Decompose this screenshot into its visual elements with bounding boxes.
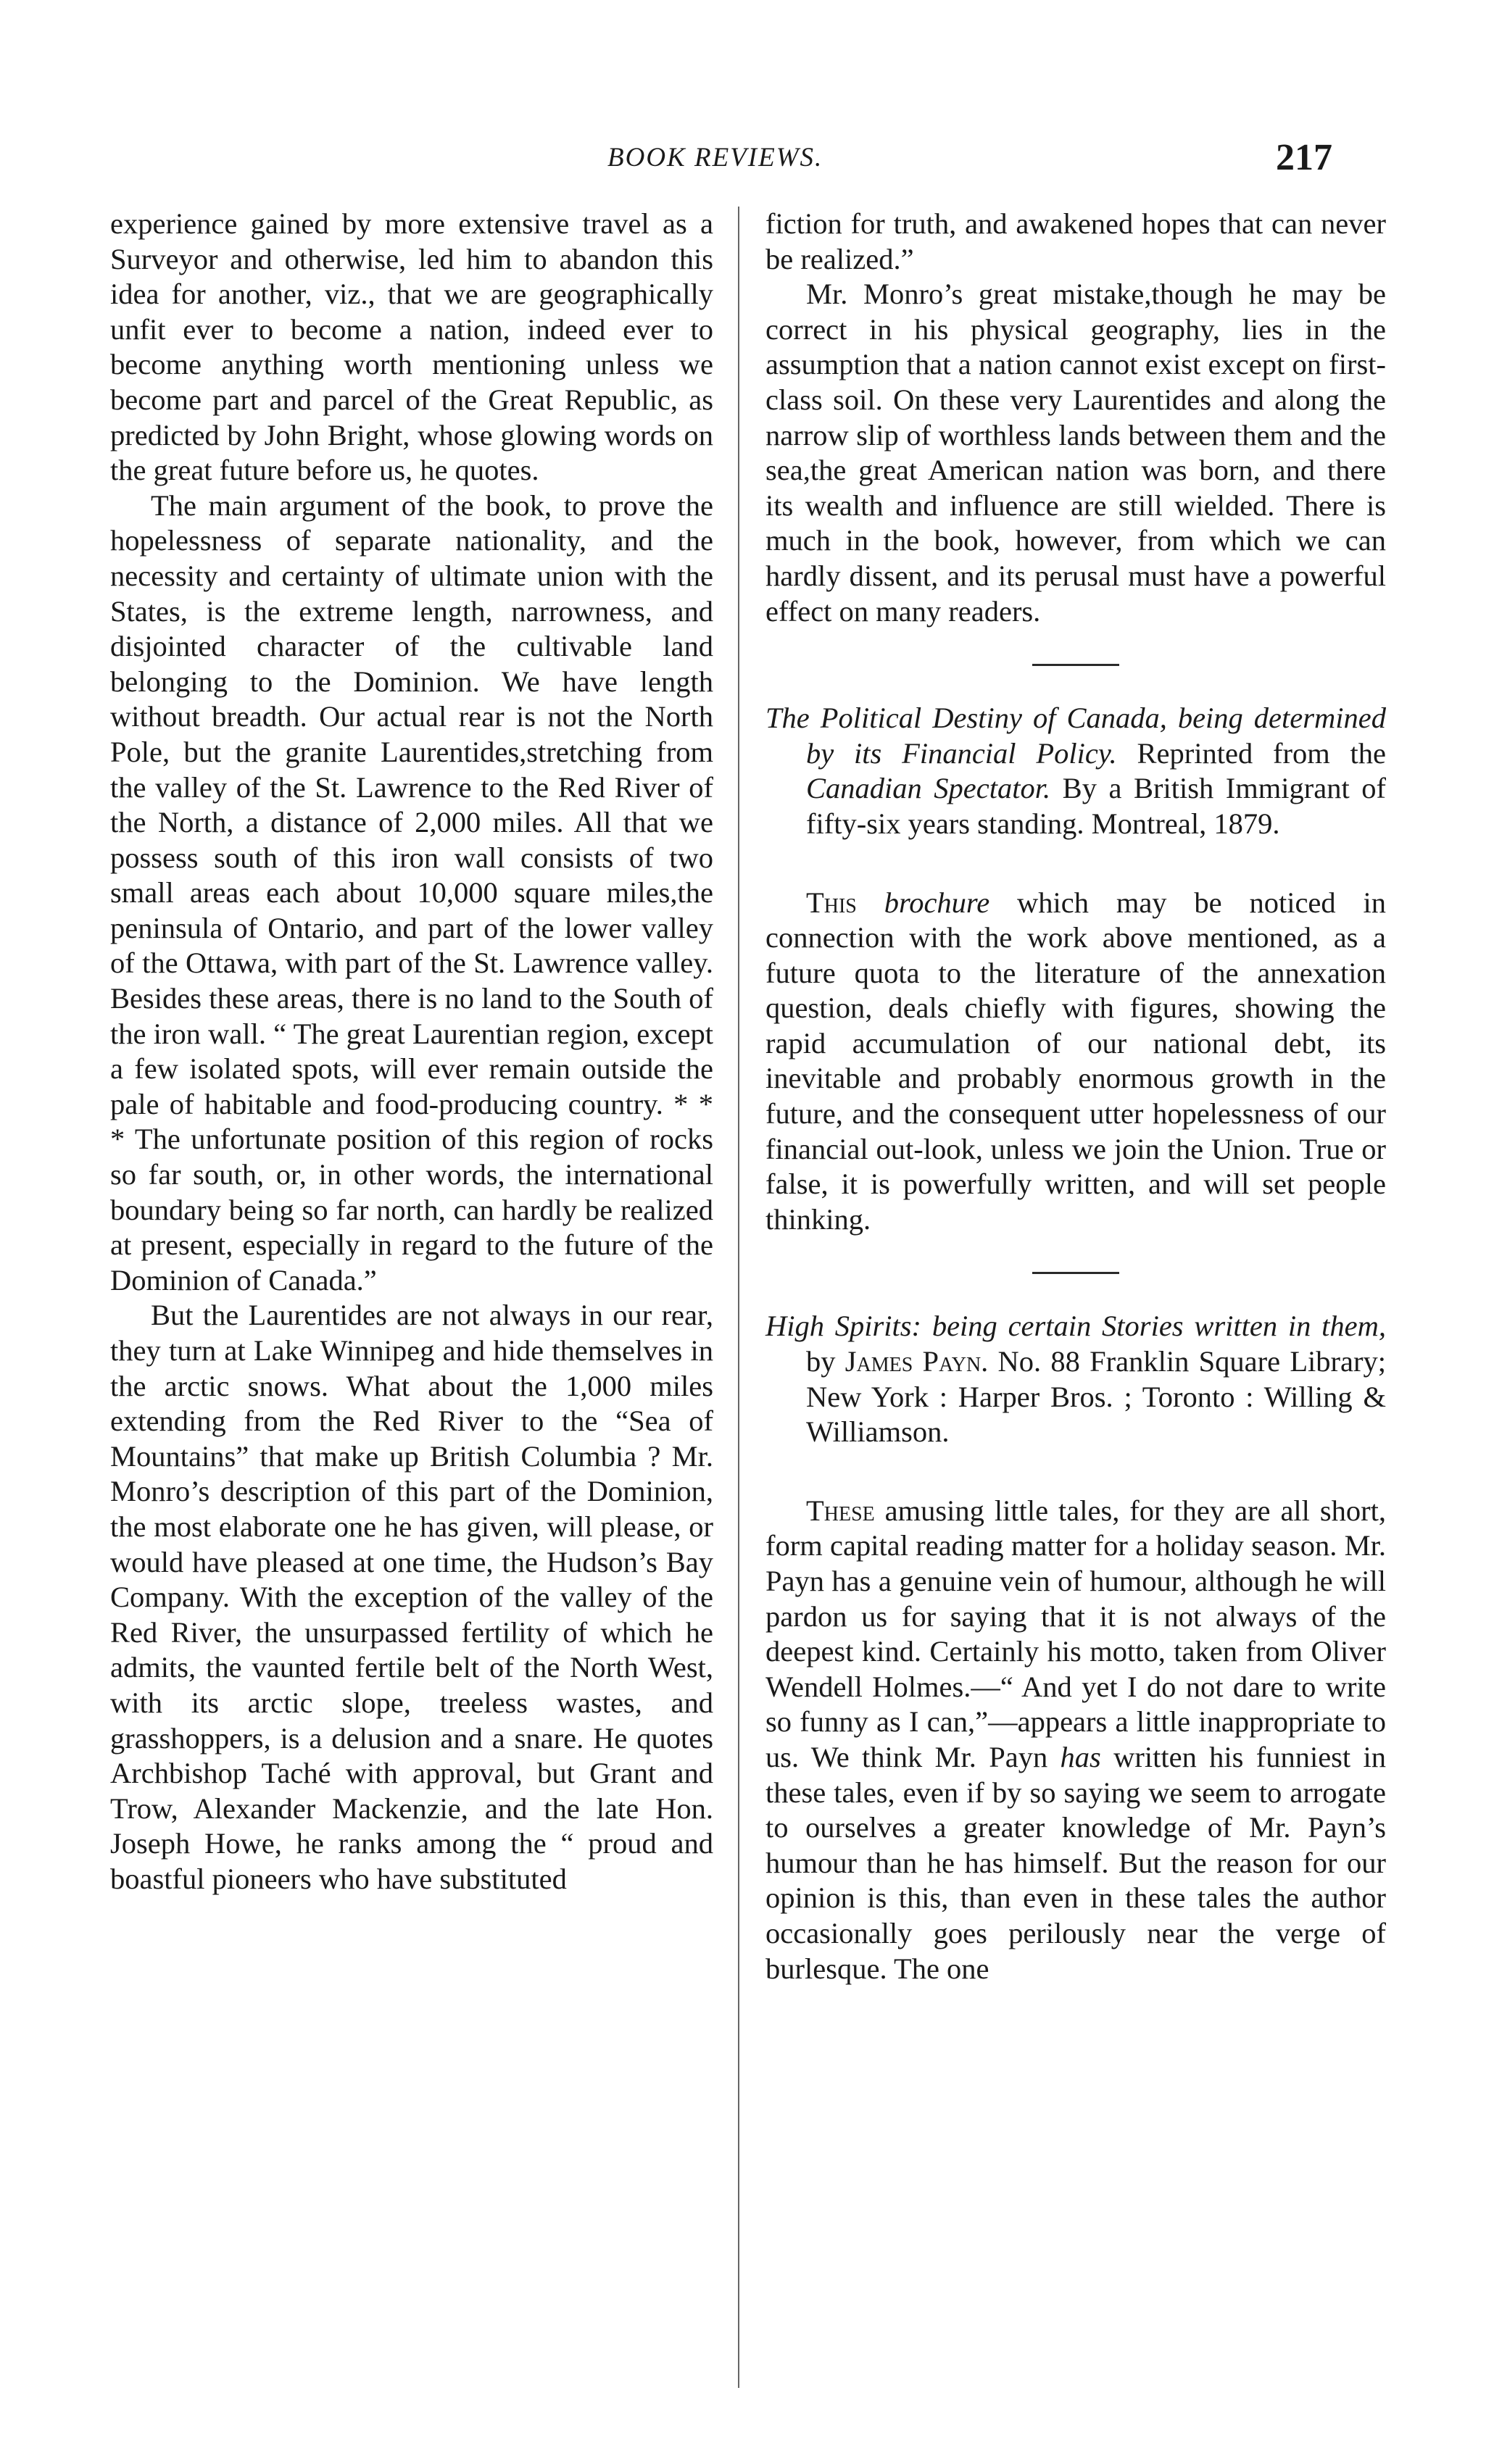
body-paragraph: But the Laurentides are not always in our rear, they turn at Lake Winnipeg and hide themselves in the arctic snows. What about the 1,000 miles extending from the Red River to the “Sea of Mountains” that make up British Columbia ? Mr. Monro’s description of this part of the Dominion, the most elaborate one he has given, will please, or would have pleased at one time, the Hudson’s Bay Company. With the exception of the valley of the Red River, the unsurpassed fertility of which he admits, the vaunted fertile belt of the North West, with its arctic slope, treeless wastes, and grasshoppers, is a delusion and a snare. He quotes Archbishop Taché with approval, but Grant and Trow, Alexander Mackenzie, and the late Hon. Joseph Howe, he ranks among the “ proud and boastful pioneers who have substituted — [110, 1299, 713, 1895]
citation-title: The Political Destiny of Canada, being determined by its Financial Policy. — [765, 702, 1386, 770]
citation-journal: Canadian Spectator. — [806, 772, 1051, 805]
page-number: 217 — [1276, 137, 1332, 178]
column-divider — [738, 207, 739, 2388]
citation-title: High Spirits: being certain Stories written in them, — [765, 1310, 1386, 1343]
body-paragraph — [765, 886, 1386, 1238]
paragraph-text: which may be noticed in connection with the work above mentioned, as a future quota to the literature of the annexation question, deals chiefly with figures, showing the rapid accumulation of our national debt, its inevitable and probably enormous growth in the future, and the consequent utter hopelessness of our financial out-look, unless we join the Union. True or false, it is powerfully written, and will set people thinking. — [765, 886, 1387, 1236]
right-column — [765, 207, 1386, 1986]
italic-word: has — [1060, 1740, 1101, 1773]
body-paragraph: fiction for truth, and awakened hopes that can never be realized.” — [765, 207, 1386, 275]
section-divider — [1032, 664, 1119, 666]
lead-word: This — [806, 886, 857, 919]
body-paragraph: Mr. Monro’s great mistake,though he may be correct in his physical geography, lies in the assumption that a nation cannot exist except on first-class soil. On these very Laurentides and along the narrow slip of worthless lands between them and the sea,the great American nation was born, and there its wealth and influence are still wielded. There is much in the book, however, from which we can hardly dissent, and its perusal must have a powerful effect on many readers. — [765, 278, 1386, 628]
paragraph-text: written his funniest in these tales, even if by so saying we seem to arrogate to ourselves a greater knowledge of Mr. Payn’s humour than he has himself. But the reason for our opinion is this, than even in these tales the author occasionally goes perilously near the verge of burlesque. The one — [765, 1740, 1386, 1985]
body-paragraph: experience gained by more extensive travel as a Surveyor and otherwise, led him to abandon this idea for another, viz., that we are geographically unfit ever to become a nation, indeed ever to become anything worth mentioning unless we become part and parcel of the Great Republic, as predicted by John Bright, whose glowing words on the great future before us, he quotes. — [110, 207, 713, 487]
italic-word: brochure — [884, 886, 990, 919]
citation-text: by — [806, 1345, 845, 1378]
body-paragraph — [765, 1494, 1386, 1986]
lead-word: These — [806, 1494, 875, 1527]
page-header — [0, 136, 1494, 187]
citation-text: Reprinted from the — [1116, 736, 1386, 770]
review-citation — [765, 701, 1386, 841]
section-divider — [1032, 1272, 1119, 1274]
citation-author: James Payn. — [844, 1345, 989, 1378]
review-citation — [765, 1309, 1386, 1449]
body-paragraph: The main argument of the book, to prove the hopelessness of separate nationality, and the necessity and certainty of ultimate union with the States, is the extreme length, narrowness, and disjointed character of the cultivable land belonging to the Dominion. We have length without breadth. Our actual rear is not the North Pole, but the granite Laurentides,stretching from the valley of the St. Lawrence to the Red River of the North, a distance of 2,000 miles. All that we possess south of this iron wall consists of two small areas each about 10,000 square miles,the peninsula of Ontario, and part of the lower valley of the Ottawa, with part of the St. Lawrence valley. Besides these areas, there is no land to the South of the iron wall. “ The great Laurentian region, except a few isolated spots, will ever remain outside the pale of habitable and food-producing country. * * * The unfortunate position of this region of rocks so far south, or, in other words, the international boundary being so far north, can hardly be realized at present, especially in regard to the future of the Dominion of Canada.” — [110, 488, 713, 1296]
paragraph-text: amusing little tales, for they are all short, form capital reading matter for a holiday season. Mr. Payn has a genuine vein of humour, although he will pardon us for saying that it is not always of the deepest kind. Certainly his motto, taken from Oliver Wendell Holmes.—“ And yet I do not dare to write so funny as I can,”—appears a little inappropriate to us. We think Mr. Payn — [765, 1494, 1386, 1773]
running-head: BOOK REVIEWS. — [607, 143, 823, 172]
left-column — [110, 207, 713, 1897]
citation-text: No. 88 Franklin Square Library; New York : Harper Bros. ; Toronto : Willing & Williamson. — [806, 1345, 1387, 1449]
citation-text: By a British Immigrant of fifty-six years standing. Montreal, 1879. — [806, 772, 1387, 840]
